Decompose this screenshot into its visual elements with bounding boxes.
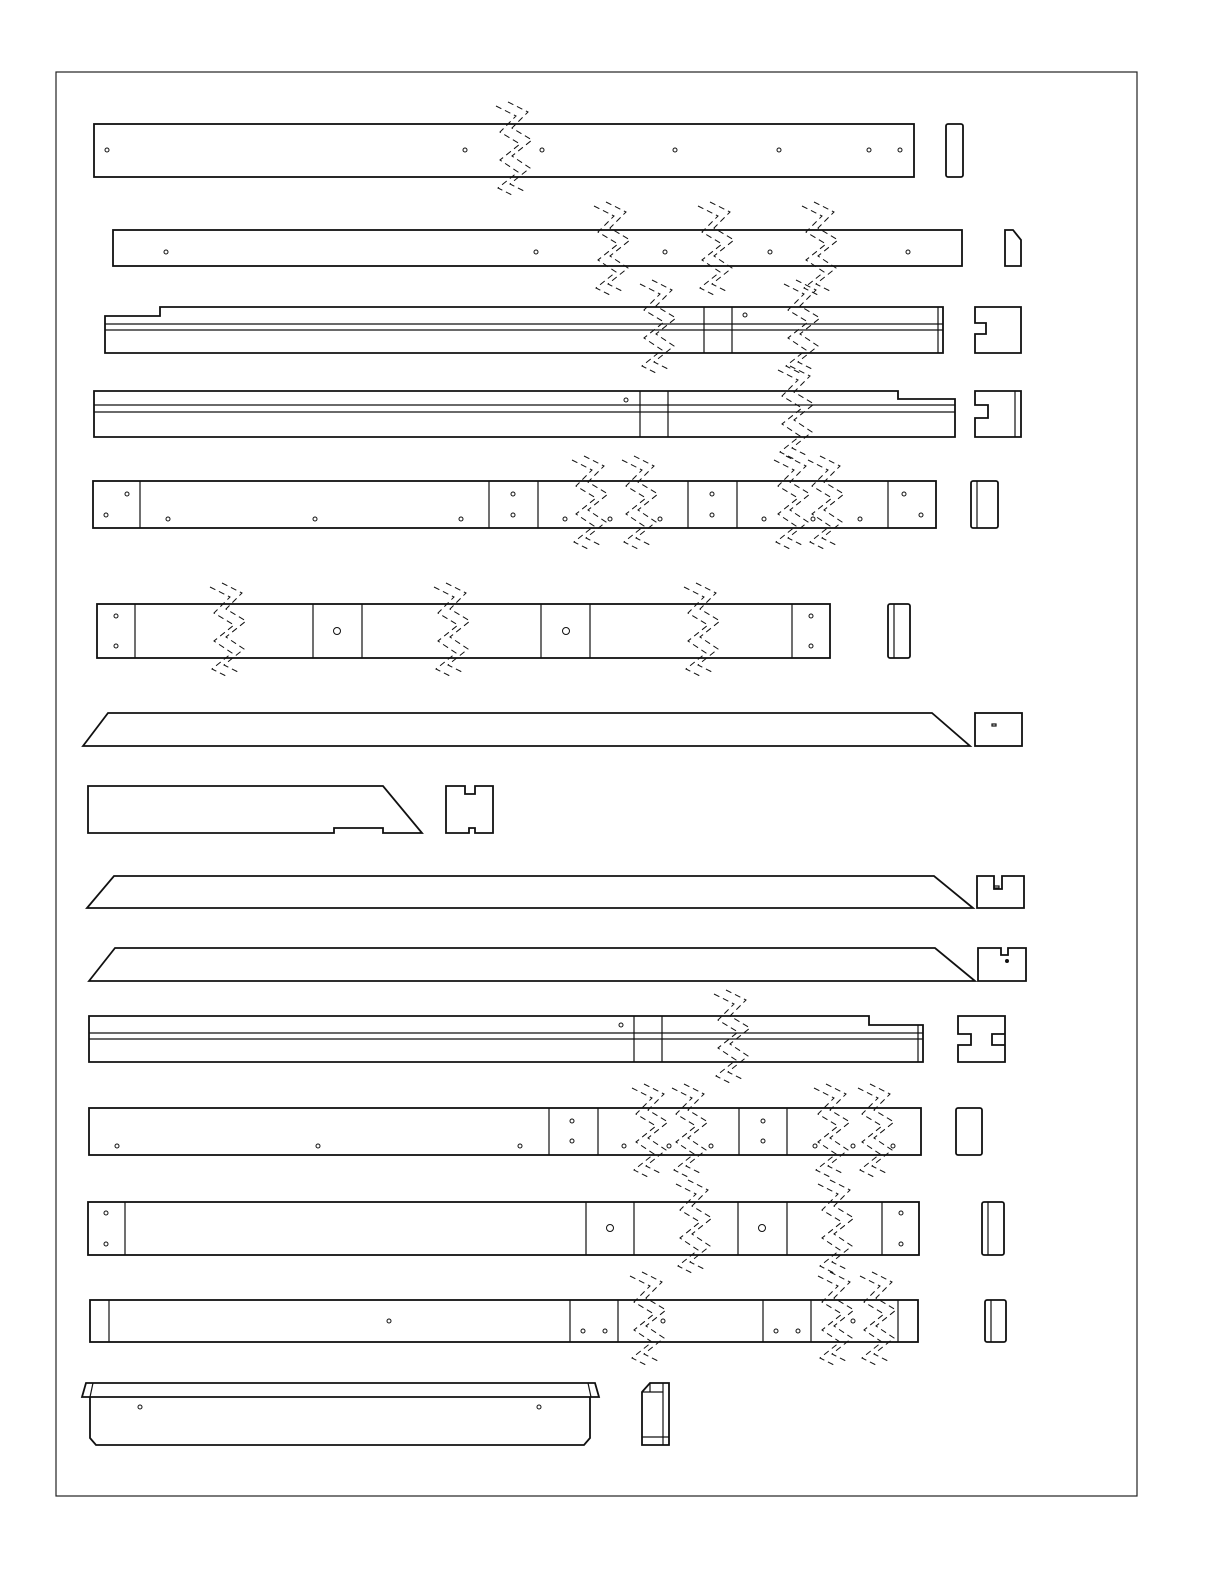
part-07 xyxy=(83,713,1022,746)
part-05 xyxy=(93,456,998,550)
part-15 xyxy=(82,1383,669,1445)
part-02 xyxy=(113,202,1021,296)
part-03 xyxy=(105,280,1021,374)
part-04 xyxy=(94,366,1021,460)
part-06 xyxy=(97,583,910,677)
part-10 xyxy=(89,948,1026,981)
part-12 xyxy=(89,1084,982,1178)
part-14 xyxy=(90,1272,1006,1366)
part-13 xyxy=(88,1180,1004,1274)
part-01 xyxy=(94,102,963,196)
part-09 xyxy=(87,876,1024,908)
part-08 xyxy=(88,786,493,833)
sheet-border xyxy=(56,72,1137,1496)
part-11 xyxy=(89,990,1005,1084)
